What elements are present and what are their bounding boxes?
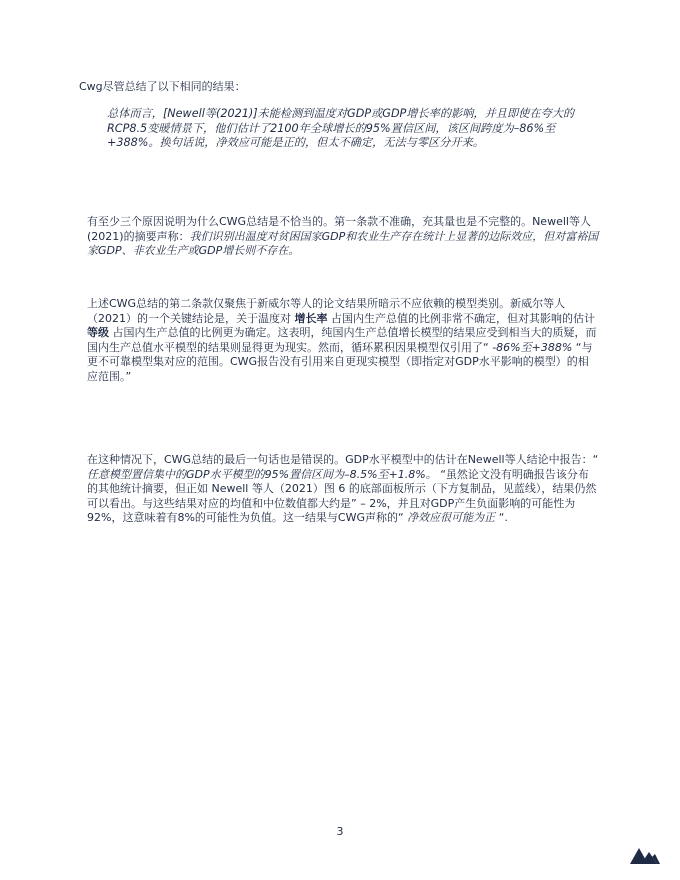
paragraph-text: 占国内生产总值的比例非常不确定，但对其影响的估计 — [331, 311, 595, 325]
paragraph-text: 占国内生产总值的比例更为确定。这表明，纯国内生产总值增长模型的结果应受到相当大的质疑，而国内生产总值水平模型的结果则显得更为现实。然而，循环累积因果模型仅引用了“ — [87, 326, 597, 354]
paragraph-text: 上述CWG总结的第二条款仅聚焦于新威尔等人的论文结果所暗示不应依赖的模型类别。新威尔等人（2021）的一个关键结论是，关于温度对 — [87, 297, 566, 325]
italic-range: -86%至+388% — [492, 340, 573, 354]
paragraph-text: 有至少三个原因说明为什么CWG总结是不恰当的。第一条款不准确，充其量也是不完整的。Newell等人(2021)的摘要声称： — [87, 215, 591, 243]
paragraph-reason-one — [87, 215, 599, 259]
abstract-quote: 我们识别出温度对贫困国家GDP和农业生产存在统计上显著的边际效应，但对富裕国家GDP、非农业生产或GDP增长则不存在。 — [87, 229, 599, 257]
paragraph-text: “与更不可靠模型集对应的范围。CWG报告没有引用来自更现实模型（即指定对GDP水平影响的模型）的相应范围。” — [87, 340, 593, 383]
intro-sentence: Cwg尽管总结了以下相同的结果： — [79, 80, 246, 93]
italic-confidence-interval: 任意模型置信集中的GDP水平模型的95%置信区间为–8.5%至+1.8%。 — [87, 467, 437, 481]
bold-term-growth-rate: 增长率 — [294, 311, 328, 325]
page-number: 3 — [336, 825, 344, 838]
paragraph-reason-two — [87, 297, 599, 384]
paragraph-text: “虽然论文没有明确报告该分布的其他统计摘要，但正如 Newell 等人（2021）图 6 的底部面板所示（下方复制品，见蓝线），结果仍然可以看出。与这些结果对应的均值和中位数值都大约是” – 2%，并且对GDP产生负面影响的可能性为92%，这意味着有8%的可能性为负值。这一结果与CWG声称的“ — [87, 467, 597, 524]
block-quote: 总体而言，[Newell等(2021)]未能检测到温度对GDP或GDP增长率的影响，并且即使在夸大的RCP8.5变暖情景下，他们估计了2100年全球增长的95%置信区间，该区间跨度为–86%至+388%。换句话说，净效应可能是正的，但太不确定，无法与零区分开来。 — [107, 107, 575, 149]
bold-term-level: 等级 — [87, 326, 109, 339]
italic-claim: 净效应很可能为正 — [407, 511, 496, 524]
paragraph-text: 在这种情况下，CWG总结的最后一句话也是错误的。GDP水平模型中的估计在Newell等人结论中报告：“ — [87, 453, 599, 466]
paragraph-text: “. — [498, 511, 508, 524]
paragraph-reason-three — [87, 453, 599, 526]
mountain-logo-icon — [630, 842, 660, 864]
